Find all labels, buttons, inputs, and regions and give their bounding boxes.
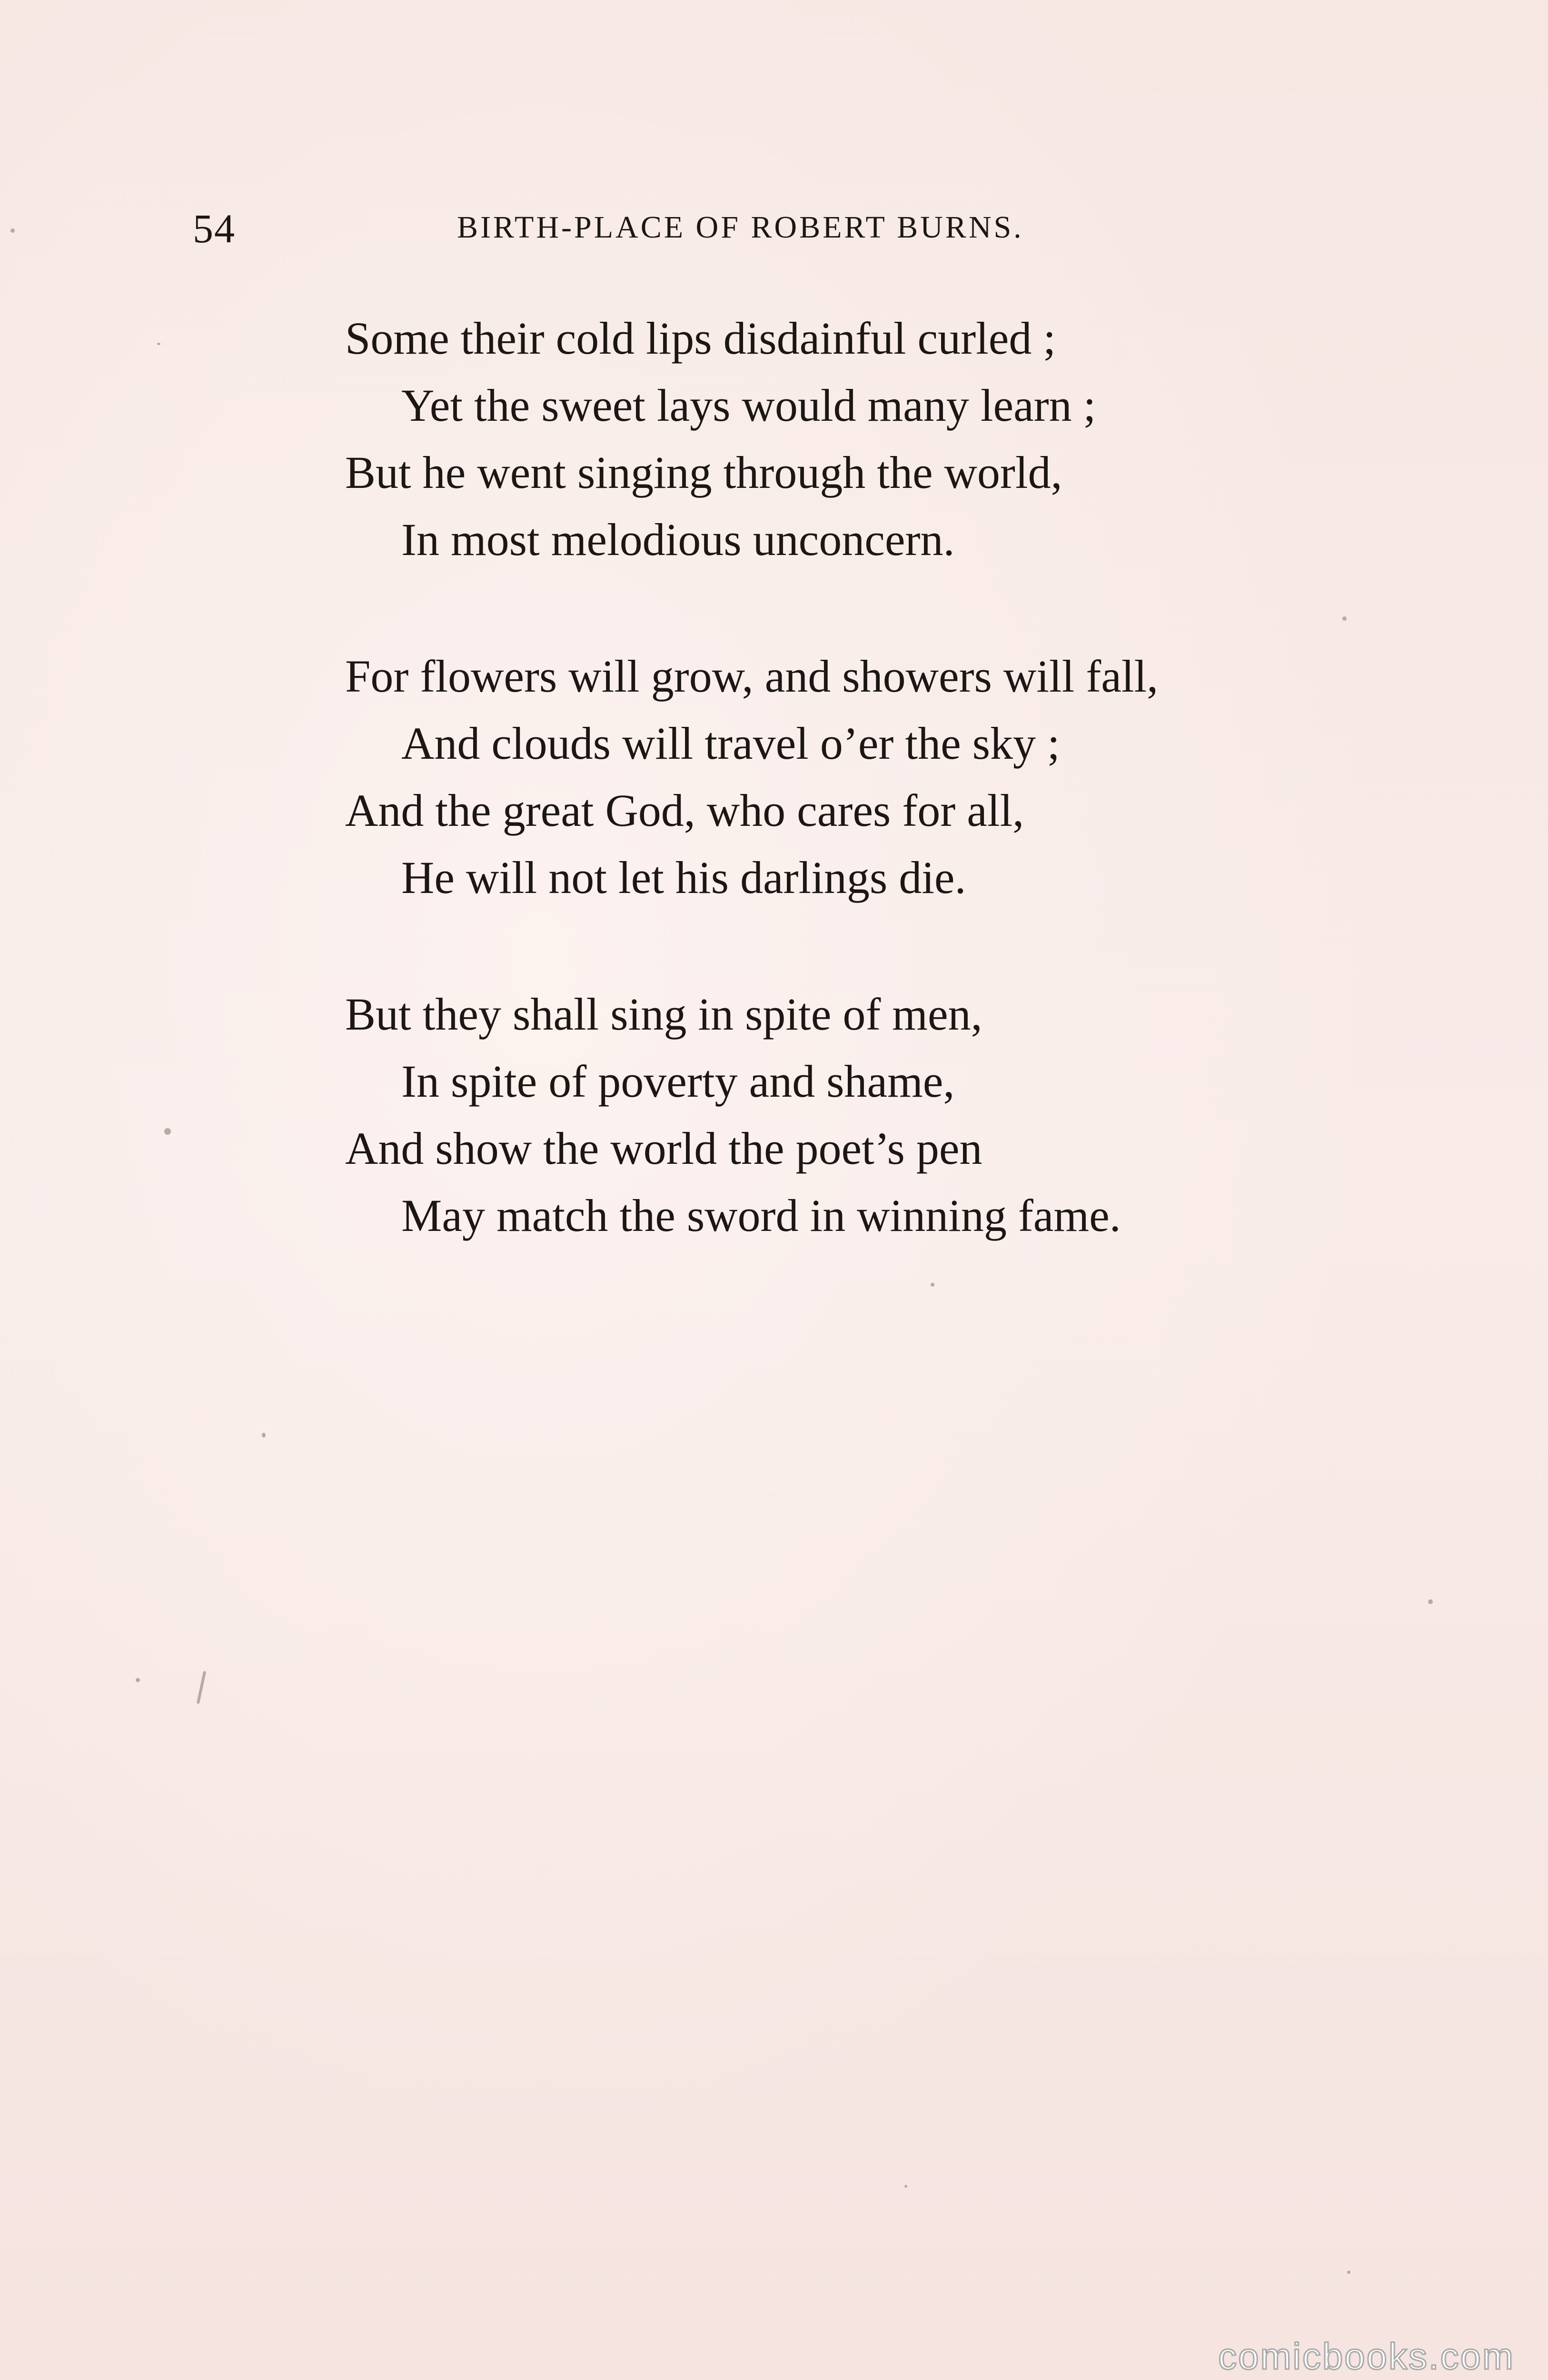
- paper-speck: [1347, 2271, 1350, 2274]
- page-header: [193, 205, 1145, 262]
- poem-line: May match the sword in winning fame.: [401, 1190, 1121, 1241]
- poem-line: In most melodious unconcern.: [401, 514, 955, 565]
- poem-line: But they shall sing in spite of men,: [345, 989, 982, 1040]
- stanza-2: [345, 643, 1440, 911]
- poem-line: And clouds will travel o’er the sky ;: [401, 718, 1060, 769]
- paper-speck: [136, 1678, 140, 1682]
- paper-speck: [1428, 1599, 1433, 1604]
- running-title: BIRTH-PLACE OF ROBERT BURNS.: [457, 210, 1024, 245]
- poem-line: But he went singing through the world,: [345, 447, 1062, 498]
- paper-speck: [931, 1283, 934, 1287]
- stanza-1: [345, 305, 1440, 573]
- poem-line: And show the world the poet’s pen: [345, 1123, 982, 1174]
- poem: [345, 305, 1440, 1319]
- paper-speck: [904, 2185, 907, 2188]
- stanza-3: [345, 981, 1440, 1249]
- paper-speck: [10, 228, 15, 233]
- poem-line: In spite of poverty and shame,: [401, 1056, 955, 1107]
- poem-line: And the great God, who cares for all,: [345, 785, 1024, 836]
- poem-line: He will not let his darlings die.: [401, 852, 966, 903]
- poem-line: Some their cold lips disdainful curled ;: [345, 313, 1056, 364]
- watermark: comicbooks.com: [1218, 2335, 1515, 2377]
- paper-speck: [262, 1433, 266, 1438]
- paper-speck: [164, 1128, 171, 1135]
- poem-line: For flowers will grow, and showers will fall,: [345, 651, 1159, 702]
- paper-speck: [197, 1671, 206, 1704]
- paper-speck: [1342, 616, 1347, 621]
- poem-line: Yet the sweet lays would many learn ;: [401, 380, 1096, 431]
- paper-speck: [157, 343, 160, 345]
- page-number: 54: [193, 206, 236, 251]
